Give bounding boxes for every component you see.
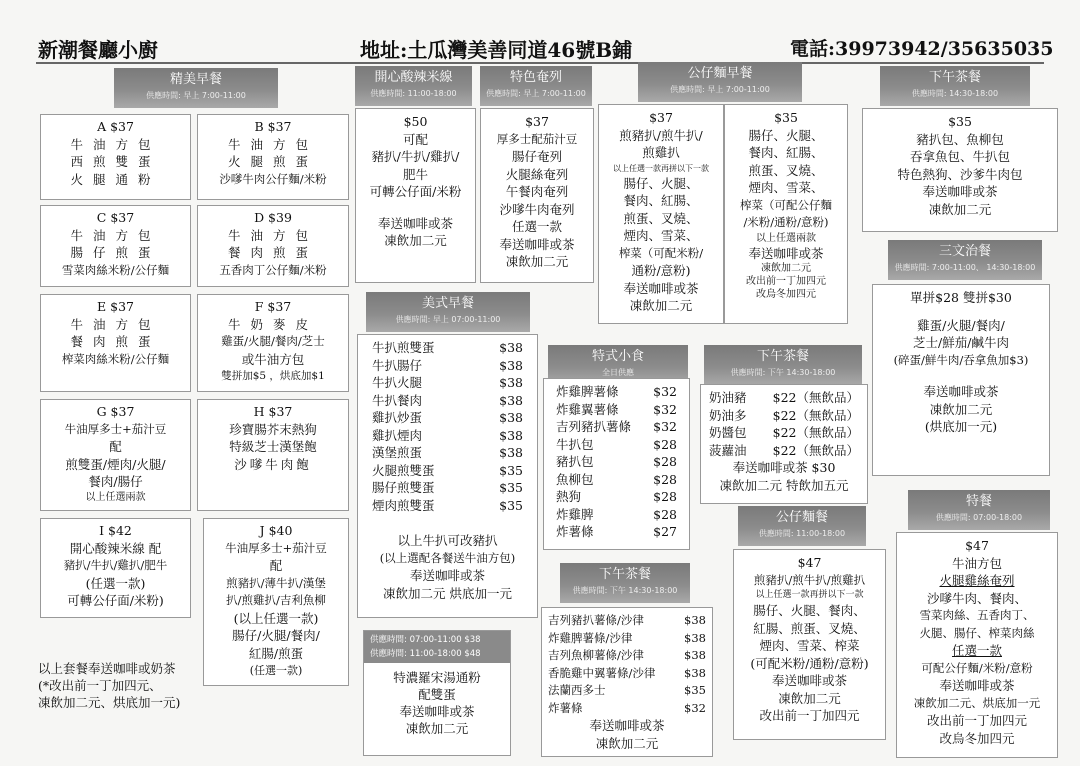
menu-row [542,612,712,630]
menu-line: (烘底加一元) [924,419,998,434]
menu-line: 煎雞扒 [642,145,680,160]
special-card [896,532,1058,758]
menu-line: 可配 [402,131,428,147]
item-price: $38 [499,427,523,443]
menu-line: 火腿煎蛋 [227,154,318,169]
section-hours: 供應時間: 早上 7:00-11:00 [146,91,246,100]
item-name: 牛扒腸仔 [372,357,423,373]
menu-line: 奉送咖啡或茶 [399,704,475,719]
restaurant-name: 新潮餐廳小廚 [38,38,158,62]
snack-card [543,378,690,550]
menu-note: (以上選配各餐送牛油方包) [379,550,516,565]
menu-note: 改出前一丁加四元 [746,276,826,287]
menu-line: 火腿絲奄列 [505,166,569,182]
menu-line [356,201,475,215]
item-price: $38 [684,665,706,680]
menu-line: 凍飲加二元 [778,690,841,706]
menu-line: 雙拼加$5 ，烘底加$1 [221,370,325,382]
section-tab-gongzai-breakfast [638,62,802,102]
menu-line: 餐肉煎蛋 [70,334,161,349]
item-name: 雞扒炒蛋 [372,410,423,425]
section-title: 三文治餐 [938,244,991,259]
menu-line: 芝士/鮮茄/鹹牛肉 [913,335,1009,350]
menu-line: 奉送咖啡或茶 [771,673,847,688]
item-price: $38 [499,392,523,408]
header-divider [36,62,1044,64]
item-name: 牛扒火腿 [372,375,423,390]
menu-line: 肥牛 [402,166,428,182]
menu-line: (可配米粉/通粉/意粉) [750,655,869,671]
menu-line: 煎蛋、叉燒、 [748,162,824,178]
item-price: $28 [653,506,677,522]
menu-line: 雞蛋/火腿/餐肉/芝士 [221,334,325,348]
gongzai-card [733,549,886,740]
menu-note: 凍飲加二元 [761,263,811,274]
menu-line: 榨菜肉絲米粉/公仔麵 [61,351,170,366]
section-tab-jingmei [114,68,278,108]
section-title: 下午茶餐 [928,70,981,85]
item-name: 法蘭西多士 [548,683,606,697]
menu-line: 牛油方包 [70,136,161,152]
menu-line: 火腿、腸仔、榨菜肉絲 [919,625,1035,640]
menu-line: 奉送咖啡或茶 [939,678,1015,693]
menu-line: $37 [525,114,549,129]
menu-row [544,453,689,471]
menu-line: 雪菜肉絲、五香肉丁、 [919,608,1035,622]
menu-line: 任選一款 [511,219,562,234]
menu-line: 奉送咖啡或茶 [377,215,453,231]
menu-line: 牛油厚多士+茄汁豆 [64,421,167,436]
menu-line: 煎豬扒/薄牛扒/漢堡 [226,575,326,590]
menu-row [358,357,537,375]
item-name: 豬扒包 [556,454,594,469]
set-label: G $37 [96,404,135,419]
section-title: 公仔麵早餐 [687,66,753,81]
menu-line: 配雙蛋 [418,687,456,702]
item-name: 魚柳包 [556,471,594,487]
menu-line: $37 [649,110,673,125]
menu-line: $47 [797,555,822,570]
menu-line: 厚多士配茄汁豆 [496,131,578,146]
footnote-line: 凍飲加二元、烘底加一元) [38,695,181,710]
menu-line: 奉送咖啡或茶 [923,384,999,399]
menu-row [701,442,867,460]
section-tab-sandwich [888,240,1042,280]
menu-line: 午餐肉奄列 [505,184,569,199]
item-name: 菠蘿油 [709,442,747,458]
section-hours: 供應時間: 11:00-18:00 [370,89,457,98]
menu-row [542,630,712,648]
menu-line: (任選一款) [85,575,146,591]
item-name: 炸雞脾薯條 [556,384,619,399]
menu-line: 通粉/意粉) [631,263,691,278]
set-i-card [40,518,191,618]
item-name: 奶醬包 [709,425,747,440]
item-price: $32 [653,419,677,434]
menu-line: 改出前一丁加四元 [759,708,860,723]
item-price: $38 [499,445,523,460]
sandwich-card [872,284,1050,476]
item-name: 香脆雞中翼薯條/沙律 [548,665,656,680]
section-hours: 供應時間: 下午 14:30-18:00 [730,368,836,377]
menu-row [542,665,712,683]
menu-row [358,374,537,392]
menu-line: 凍飲加二元 [629,298,693,313]
menu-line: 腸仔、火腿、 [623,175,699,191]
item-name: 火腿煎雙蛋 [372,462,435,478]
menu-row [358,409,537,427]
tea-1-card [862,108,1058,232]
menu-line: 餐肉、紅腸、 [748,145,824,160]
menu-line: 牛油方包 [951,555,1002,571]
menu-note: 以上任選兩款 [85,491,146,503]
menu-row [544,383,689,401]
item-name: 炸薯條 [556,524,594,539]
item-price: $38 [499,340,523,355]
set-d-card [197,205,349,287]
menu-line: 餐肉煎蛋 [227,245,318,260]
soup-hours-1: 供應時間: 07:00-11:00 $38 [370,635,481,645]
set-e-card [40,294,191,392]
menu-row [544,436,689,454]
menu-line: 牛油方包 [70,316,161,332]
item-name: 漢堡煎蛋 [372,445,423,460]
menu-line: 凍飲加二元 [505,254,569,269]
menu-row [544,471,689,489]
menu-row [358,497,537,515]
set-h-card [197,399,349,511]
menu-line: 牛油方包 [227,227,318,243]
menu-line: 腸仔煎蛋 [70,245,161,260]
item-price: $38 [499,375,523,390]
set-f-card [197,294,349,392]
soup-hours [364,631,510,663]
item-price: $38 [499,357,523,373]
menu-line: 沙嗲牛肉奄列 [499,201,575,217]
menu-line: 紅腸、煎蛋、叉燒、 [753,620,866,636]
menu-line: 豬扒/牛扒/雞扒/ [371,149,460,164]
item-name: 炸雞脾 [556,506,594,522]
set-j-card [203,518,349,686]
menu-line: 牛油方包 [227,136,318,152]
menu-line: 改出前一丁加四元 [926,713,1027,728]
item-name: 熱狗 [556,489,582,504]
menu-line: 凍飲加二元、烘底加一元 [913,695,1041,710]
section-title: 特色奄列 [509,70,562,85]
menu-line: 雞蛋/火腿/餐肉/ [917,317,1005,333]
menu-note: 凍飲加二元 特飲加五元 [719,477,849,493]
section-title: 特餐 [965,494,992,509]
menu-line: 或牛油方包 [241,351,305,367]
menu-line: 配 [109,439,122,454]
item-name: 雞扒煙肉 [372,427,423,443]
menu-line: 腸仔、火腿、餐肉、 [753,603,866,618]
section-title: 精美早餐 [169,72,222,87]
menu-line: 扒/煎雞扒/吉利魚柳 [226,593,326,607]
item-price: $38 [499,410,523,425]
menu-line: 沙嗲牛肉飽 [234,456,312,472]
menu-line: 特級芝士漢堡飽 [229,439,317,454]
menu-row [358,479,537,497]
item-name: 奶油豬 [709,390,747,405]
set-label: D $39 [254,210,292,225]
item-name: 牛扒包 [556,436,594,452]
section-tab-kaixin [355,66,472,106]
menu-line: 牛奶麥皮 [227,316,318,332]
item-price: $22（無飲品） [772,425,859,440]
section-tab-special [908,490,1050,530]
menu-note: 奉送咖啡或茶 $30 [732,460,836,475]
menu-line: 凍飲加二元 [928,201,992,217]
menu-line: 火腿雞絲奄列 [939,573,1015,588]
menu-row [542,700,712,718]
set-c-card [40,205,191,287]
item-name: 吉列魚柳薯條/沙律 [548,648,644,662]
section-hours: 供應時間: 下午 14:30-18:00 [572,586,678,595]
menu-line: 沙嗲牛肉、餐肉、 [926,590,1027,606]
menu-line: 腸仔/火腿/餐肉/ [232,628,320,643]
menu-line: 煙肉、雪菜、榨菜 [759,638,860,653]
menu-line: 煎豬扒/煎牛扒/煎雞扒 [753,572,866,587]
menu-line: 豬扒/牛扒/雞扒/肥牛 [63,558,168,572]
item-price: $38 [684,613,706,627]
menu-line: 火腿通粉 [70,171,161,187]
gongzai-breakfast-left-card [598,104,724,324]
item-price: $35 [499,497,523,513]
menu-line: 單拼$28 雙拼$30 [910,290,1012,305]
menu-line: 牛油方包 [70,227,161,243]
item-price: $38 [684,630,706,645]
menu-line: 奉送咖啡或茶 [748,245,824,261]
menu-line [873,307,1049,317]
menu-row [544,523,689,541]
item-price: $28 [653,489,677,504]
set-label: C $37 [96,210,135,225]
section-tab-gongzai [738,506,866,546]
menu-line: 奉送咖啡或茶 [922,184,998,199]
omelette-card [480,108,594,283]
section-hours: 供應時間: 7:00-11:00、 14:30-18:00 [894,263,1036,272]
menu-row [544,418,689,436]
menu-row [358,444,537,462]
item-price: $22（無飲品） [772,390,859,405]
menu-note: 凍飲加二元 烘底加一元 [383,585,512,601]
menu-row [358,339,537,357]
soup-hours-2: 供應時間: 11:00-18:00 $48 [370,649,481,659]
item-name: 吉列豬扒薯條 [556,419,632,434]
footnote-line: (*改出前一丁加四元、 [38,678,162,693]
item-name: 腸仔煎雙蛋 [372,480,435,495]
menu-line: (任選一款) [249,664,303,677]
menu-line: 任選一款 [951,643,1002,658]
set-footnote [38,660,180,711]
menu-line: 西煎雙蛋 [70,154,161,169]
menu-row [542,682,712,700]
set-a-card [40,114,191,200]
menu-note: 以上牛扒可改豬扒 [397,533,498,548]
menu-line: 沙嗲牛肉公仔麵/米粉 [219,171,327,186]
menu-row [701,424,867,442]
section-hours: 供應時間: 14:30-18:00 [911,89,999,98]
menu-line: 煎蛋、叉燒、 [623,210,699,226]
menu-note: 以上任選一款再拼以下一款 [755,590,864,600]
menu-line: 吞拿魚包、牛扒包 [909,149,1010,164]
menu-line: 腸仔奄列 [511,149,562,164]
menu-line: 榨菜（可配公仔麵 [740,197,832,212]
section-tab-american [366,292,530,332]
section-hours: 供應時間: 11:00-18:00 [758,529,846,538]
menu-line: 豬扒包、魚柳包 [916,131,1004,147]
item-price: $35 [684,683,706,697]
section-title: 下午茶餐 [756,349,809,364]
item-price: $28 [653,436,677,452]
menu-line: 開心酸辣米線 配 [69,540,162,556]
menu-line: (碎蛋/鮮牛肉/吞拿魚加$3) [893,352,1029,367]
menu-row [544,506,689,524]
menu-line: 牛油厚多士+茄汁豆 [225,540,327,555]
menu-line: 腸仔、火腿、 [748,127,824,143]
section-hours: 供應時間: 早上 7:00-11:00 [486,89,586,98]
menu-line: 五香肉丁公仔麵/米粉 [219,262,327,277]
section-title: 特式小食 [591,349,644,364]
menu-line: (以上任選一款) [233,610,319,626]
set-label: I $42 [99,523,132,538]
menu-line: 凍飲加二元 [929,401,993,417]
section-hours: 供應時間: 早上 07:00-11:00 [395,315,501,324]
menu-line: $35 [948,114,972,129]
gongzai-breakfast-right-card [724,104,848,324]
menu-line: 榨菜（可配米粉/ [618,245,704,260]
set-label: F $37 [254,299,292,314]
menu-row [544,401,689,419]
kaixin-card [355,108,476,283]
menu-line: $50 [403,114,428,129]
menu-line: 餐肉/腸仔 [88,474,143,489]
section-hours: 全日供應 [602,368,634,377]
menu-row [358,427,537,445]
menu-row [358,462,537,480]
menu-row [701,407,867,425]
menu-note: 以上任選兩款 [756,232,816,244]
menu-line: 特濃羅宋湯通粉 [393,670,481,685]
item-price: $27 [653,524,677,539]
menu-line: 珍寶腸芥末熱狗 [229,421,317,437]
menu-line: 煎豬扒/煎牛扒/ [619,127,703,143]
footnote-line: 以上套餐奉送咖啡或奶茶 [38,661,176,676]
item-name: 吉列豬扒薯條/沙律 [548,613,644,627]
section-hours: 供應時間: 早上 7:00-11:00 [670,85,770,94]
menu-line: 奉送咖啡或茶 [499,236,575,252]
item-price: $22（無飲品） [772,442,859,458]
menu-line: $47 [965,538,989,553]
menu-line: 改烏冬加四元 [939,730,1015,746]
item-name: 炸雞脾薯條/沙律 [548,630,633,645]
set-label: B $37 [254,119,292,134]
item-name: 炸雞翼薯條 [556,401,619,417]
menu-line: 雪菜肉絲米粉/公仔麵 [61,262,170,277]
menu-line: 凍飲加二元 [384,233,447,248]
section-tab-tea-3 [560,563,690,603]
section-tab-tea-1 [880,66,1030,106]
menu-line: 凍飲加二元 [405,721,469,736]
menu-note: 奉送咖啡或茶 [589,718,665,733]
item-price: $35 [499,462,523,478]
menu-line: 特色熱狗、沙爹牛肉包 [897,166,1023,182]
item-price: $28 [653,454,677,469]
menu-line: /米粉/通粉/意粉) [743,215,829,229]
item-name: 牛扒餐肉 [372,392,423,408]
restaurant-phone: 電話:39973942/35635035 [790,38,1054,60]
menu-line: 可轉公仔面/米粉) [67,593,164,608]
section-title: 美式早餐 [421,296,474,311]
item-price: $35 [499,480,523,495]
menu-line: 餐肉、紅腸、 [623,193,699,208]
item-price: $22（無飲品） [772,407,859,423]
menu-line: 配 [269,558,283,573]
item-price: $32 [653,401,677,417]
menu-row [701,389,867,407]
section-hours: 供應時間: 07:00-18:00 [935,513,1023,522]
menu-line: 煙肉、雪菜、 [623,228,699,243]
restaurant-address: 地址:土瓜灣美善同道46號B鋪 [360,38,633,62]
section-title: 下午茶餐 [598,567,651,582]
menu-line: 可配公仔麵/米粉/意粉 [921,660,1033,675]
set-label: J $40 [259,523,293,538]
set-label: E $37 [97,299,134,314]
item-price: $28 [653,471,677,487]
item-price: $32 [653,384,677,399]
soup-card [363,630,511,756]
item-name: 奶油多 [709,407,747,423]
menu-line: 奉送咖啡或茶 [623,280,699,296]
menu-note: 以上任選一款再拼以下一款 [613,163,709,173]
tea-3-card [541,607,713,757]
menu-line [873,369,1049,383]
set-g-card [40,399,191,511]
section-title: 開心酸辣米線 [374,70,453,85]
item-price: $32 [684,700,706,715]
tea-2-card [700,384,868,504]
menu-line: 煎雙蛋/煙肉/火腿/ [65,456,166,472]
menu-line: 煙肉、雪菜、 [748,180,824,195]
american-card [357,334,538,618]
item-name: 炸薯條 [548,700,583,715]
section-title: 公仔麵餐 [775,510,828,525]
menu-line: $35 [774,110,798,125]
menu-note: 奉送咖啡或茶 [409,568,485,583]
set-label: A $37 [97,119,134,134]
menu-note: 改烏冬加四元 [756,289,816,300]
menu-note: 凍飲加二元 [595,735,659,751]
item-name: 牛扒煎雙蛋 [372,340,435,355]
menu-line: 可轉公仔面/米粉 [369,184,462,199]
section-tab-tea-2 [704,345,862,385]
menu-line: 紅腸/煎蛋 [248,645,304,661]
menu-row [542,647,712,665]
item-price: $38 [684,648,706,662]
set-label: H $37 [253,404,293,419]
item-name: 煙肉煎雙蛋 [372,497,435,513]
set-b-card [197,114,349,200]
menu-row [544,488,689,506]
menu-row [358,392,537,410]
section-tab-omelette [480,66,592,106]
